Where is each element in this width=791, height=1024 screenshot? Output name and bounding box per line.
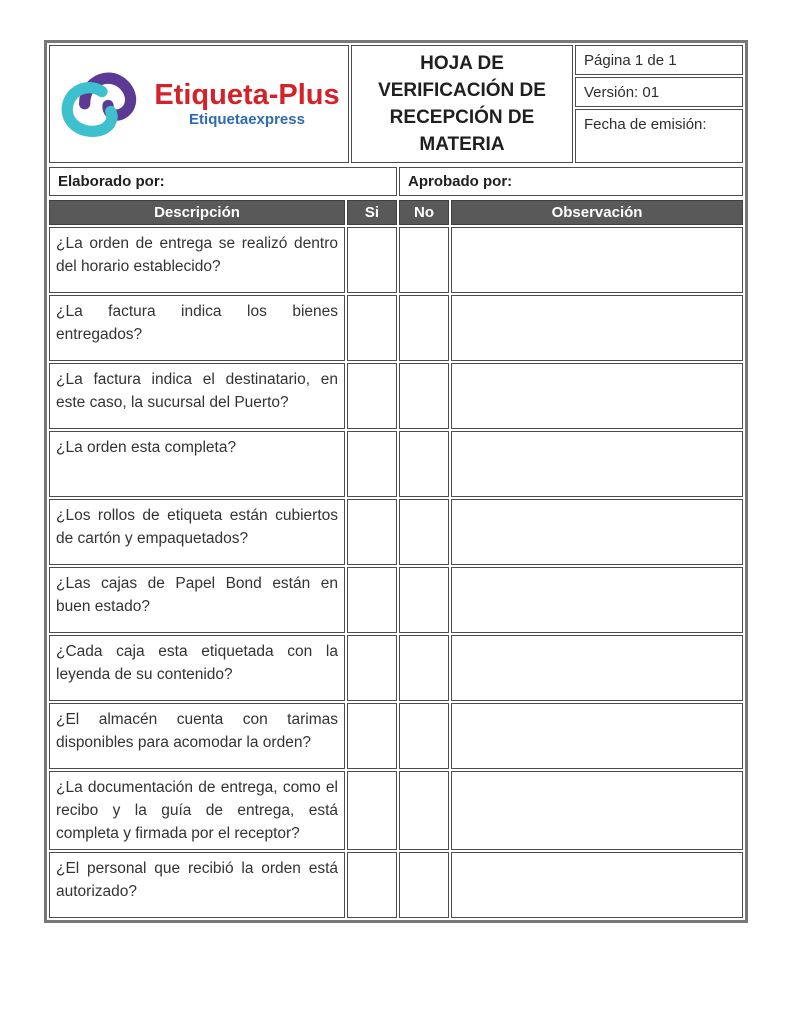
checklist-row: [49, 852, 743, 918]
form-title: HOJA DE VERIFICACIÓN DE RECEPCIÓN DE MATERIA: [351, 45, 573, 163]
no-answer-cell[interactable]: [399, 703, 449, 769]
question-cell: ¿La factura indica el destinatario, en este caso, la sucursal del Puerto?: [49, 363, 345, 429]
observation-cell[interactable]: [451, 431, 743, 497]
si-answer-cell[interactable]: [347, 499, 397, 565]
si-answer-cell[interactable]: [347, 567, 397, 633]
no-answer-cell[interactable]: [399, 499, 449, 565]
column-header-descripcion: Descripción: [49, 200, 345, 225]
signoff-table: [47, 165, 745, 198]
question-cell: ¿El personal que recibió la orden está autorizado?: [49, 852, 345, 918]
si-answer-cell[interactable]: [347, 431, 397, 497]
column-header-no: No: [399, 200, 449, 225]
observation-cell[interactable]: [451, 852, 743, 918]
question-cell: ¿Las cajas de Papel Bond están en buen estado?: [49, 567, 345, 633]
brand-subname: Etiquetaexpress: [189, 110, 305, 128]
version-field: Versión: 01: [575, 77, 743, 107]
page-count-field: Página 1 de 1: [575, 45, 743, 75]
no-answer-cell[interactable]: [399, 363, 449, 429]
checklist-row: [49, 499, 743, 565]
emission-date-field[interactable]: Fecha de emisión:: [575, 109, 743, 163]
observation-cell[interactable]: [451, 635, 743, 701]
aprobado-field[interactable]: Aprobado por:: [399, 167, 743, 196]
si-answer-cell[interactable]: [347, 227, 397, 293]
checklist-row: [49, 227, 743, 293]
no-answer-cell[interactable]: [399, 635, 449, 701]
question-cell: ¿La documentación de entrega, como el recibo y la guía de entrega, está completa y firmada por el receptor?: [49, 771, 345, 850]
observation-cell[interactable]: [451, 227, 743, 293]
logo-cell: [49, 45, 349, 163]
checklist-table: [47, 198, 745, 920]
checklist-row: [49, 703, 743, 769]
header-table: [47, 43, 745, 165]
no-answer-cell[interactable]: [399, 295, 449, 361]
column-header-row: [49, 200, 743, 225]
question-cell: ¿La orden de entrega se realizó dentro del horario establecido?: [49, 227, 345, 293]
observation-cell[interactable]: [451, 295, 743, 361]
observation-cell[interactable]: [451, 499, 743, 565]
observation-cell[interactable]: [451, 771, 743, 850]
question-cell: ¿La orden esta completa?: [49, 431, 345, 497]
checklist-row: [49, 431, 743, 497]
no-answer-cell[interactable]: [399, 567, 449, 633]
checklist-row: [49, 567, 743, 633]
si-answer-cell[interactable]: [347, 635, 397, 701]
question-cell: ¿La factura indica los bienes entregados?: [49, 295, 345, 361]
si-answer-cell[interactable]: [347, 295, 397, 361]
no-answer-cell[interactable]: [399, 771, 449, 850]
checklist-row: [49, 635, 743, 701]
si-answer-cell[interactable]: [347, 703, 397, 769]
elaborado-field[interactable]: Elaborado por:: [49, 167, 397, 196]
no-answer-cell[interactable]: [399, 852, 449, 918]
checklist-row: [49, 771, 743, 850]
verification-form-sheet: [44, 40, 748, 923]
si-answer-cell[interactable]: [347, 771, 397, 850]
question-cell: ¿El almacén cuenta con tarimas disponibles para acomodar la orden?: [49, 703, 345, 769]
observation-cell[interactable]: [451, 703, 743, 769]
column-header-observacion: Observación: [451, 200, 743, 225]
question-cell: ¿Cada caja esta etiquetada con la leyenda de su contenido?: [49, 635, 345, 701]
si-answer-cell[interactable]: [347, 363, 397, 429]
no-answer-cell[interactable]: [399, 431, 449, 497]
observation-cell[interactable]: [451, 363, 743, 429]
checklist-row: [49, 363, 743, 429]
question-cell: ¿Los rollos de etiqueta están cubiertos de cartón y empaquetados?: [49, 499, 345, 565]
observation-cell[interactable]: [451, 567, 743, 633]
checklist-row: [49, 295, 743, 361]
column-header-si: Si: [347, 200, 397, 225]
si-answer-cell[interactable]: [347, 852, 397, 918]
no-answer-cell[interactable]: [399, 227, 449, 293]
interlocked-links-logo-icon: [58, 63, 146, 146]
brand-name: Etiqueta-Plus: [154, 78, 340, 111]
